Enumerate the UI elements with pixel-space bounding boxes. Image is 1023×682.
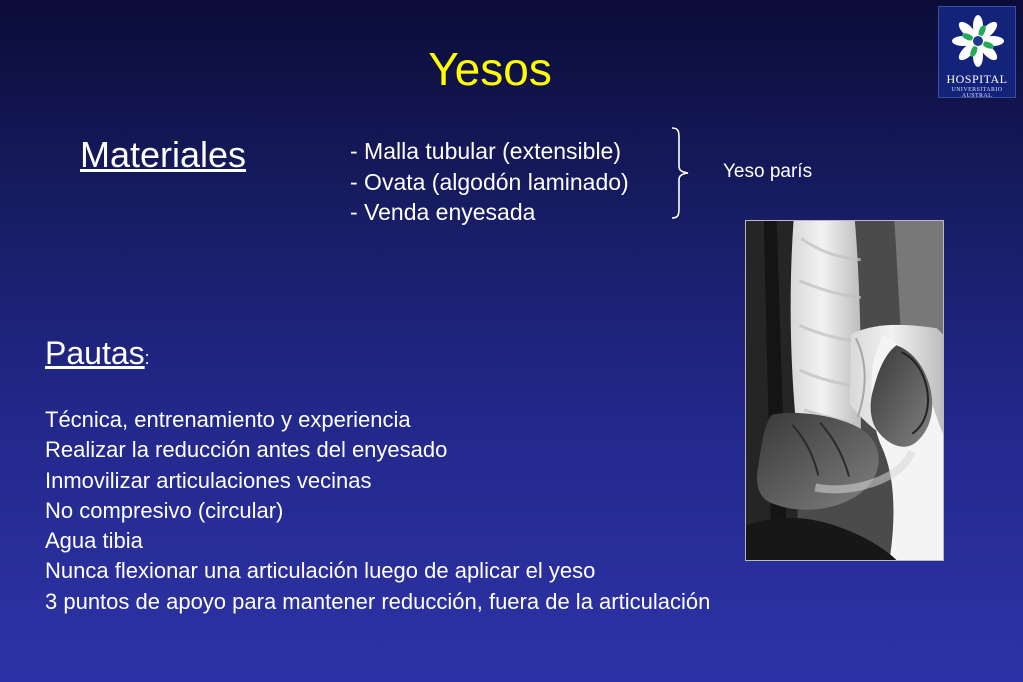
guideline-item: Agua tibia: [45, 528, 143, 554]
materials-list: [350, 136, 629, 228]
guideline-item: 3 puntos de apoyo para mantener reducción, fuera de la articulación: [45, 588, 711, 614]
guideline-item: No compresivo (circular): [45, 497, 284, 523]
guideline-item: Técnica, entrenamiento y experiencia: [45, 407, 411, 432]
guidelines-heading-text: Pautas: [45, 335, 145, 371]
logo-subtitle: UNIVERSITARIO AUSTRAL: [951, 87, 1003, 99]
slide-title: Yesos: [428, 43, 552, 95]
logo-name: HOSPITAL: [946, 72, 1008, 86]
materials-item: - Malla tubular (extensible): [350, 138, 622, 164]
materials-item: - Ovata (algodón laminado): [350, 168, 629, 195]
guidelines-heading-colon: :: [144, 348, 150, 368]
flower-icon: [946, 12, 1010, 70]
guideline-item: Inmovilizar articulaciones vecinas: [45, 467, 372, 493]
hospital-logo: [938, 6, 1016, 98]
brace-icon: [668, 127, 692, 219]
guideline-item: Nunca flexionar una articulación luego de aplicar el yeso: [45, 558, 596, 584]
materials-heading: Materiales: [80, 134, 247, 175]
guidelines-heading: [45, 336, 150, 371]
material-group-note: Yeso parís: [723, 161, 813, 182]
guidelines-list: [45, 405, 825, 617]
guideline-item: Realizar la reducción antes del enyesado: [45, 437, 448, 463]
materials-item: - Venda enyesada: [350, 199, 536, 225]
